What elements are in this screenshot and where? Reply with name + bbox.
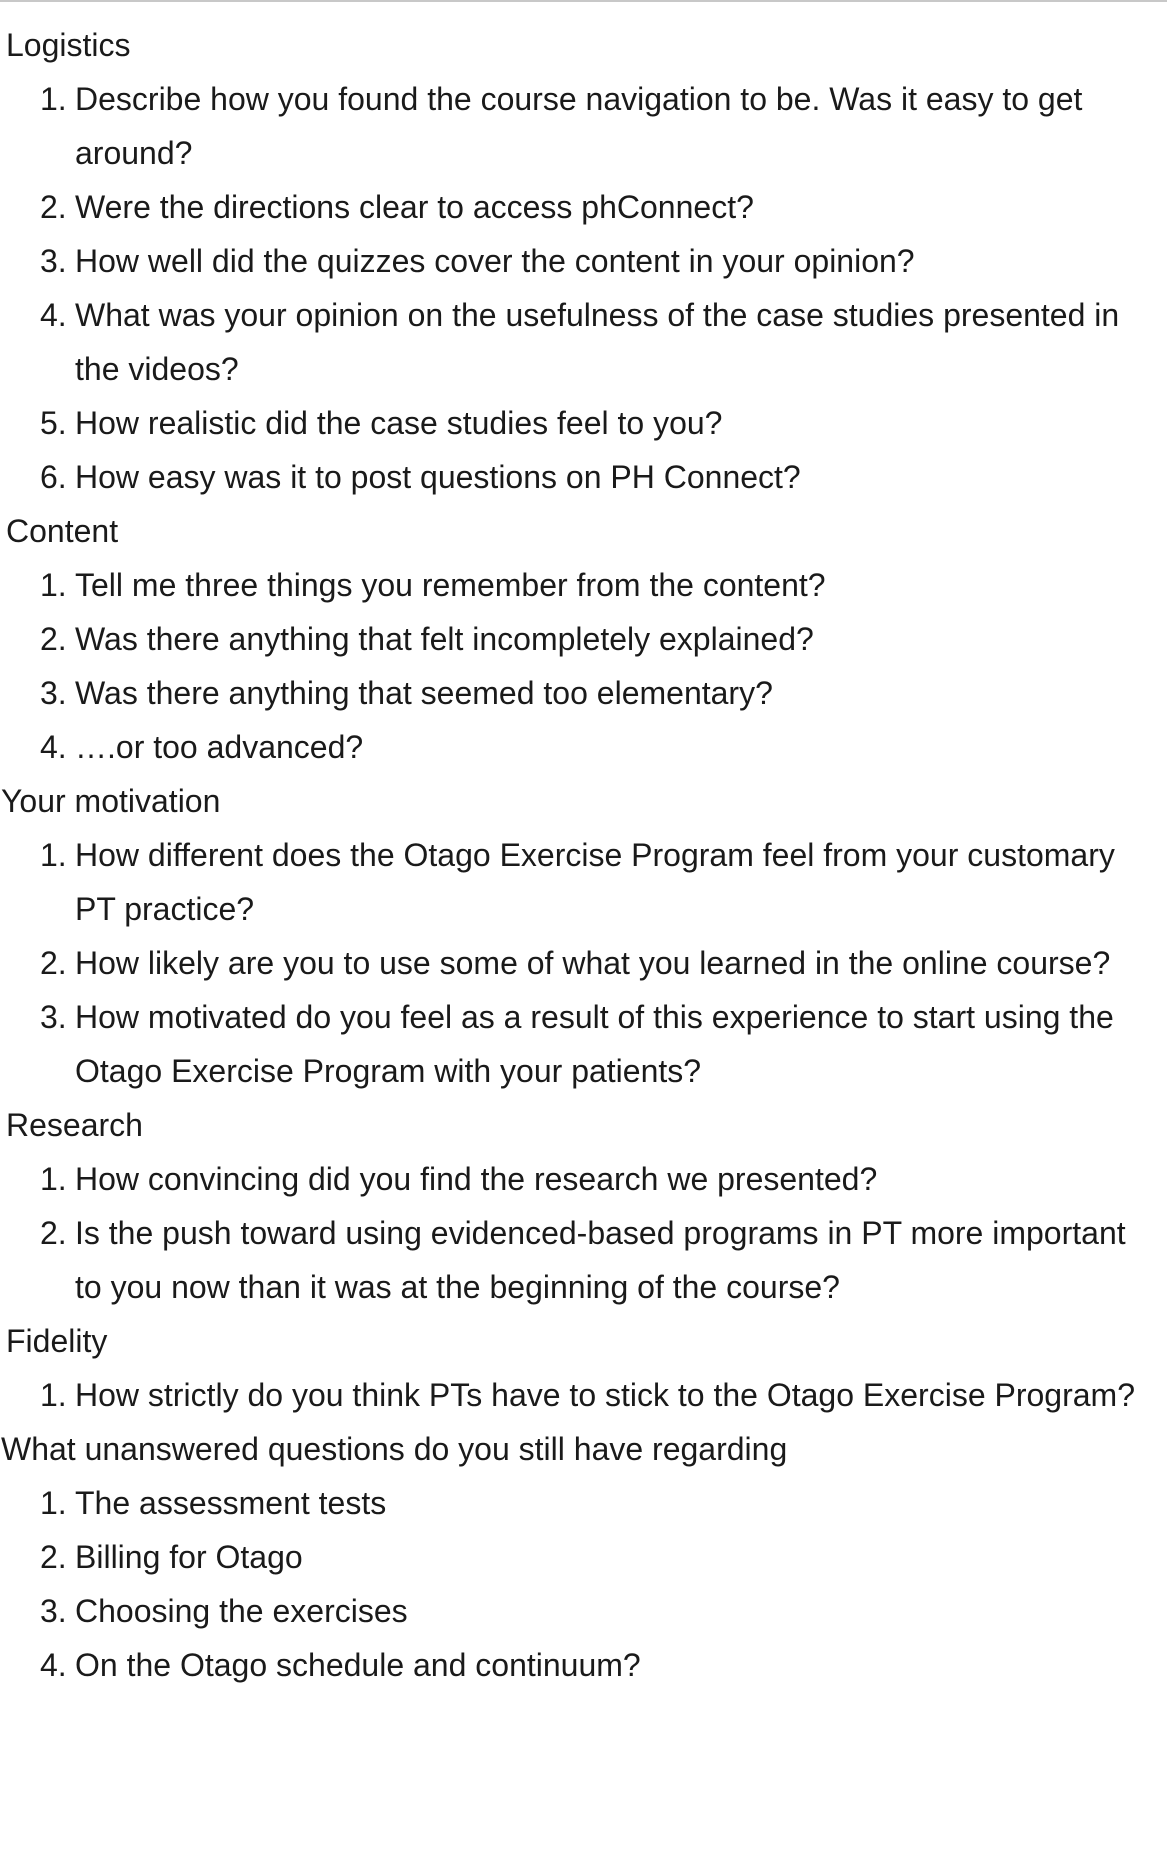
item-text: ….or too advanced? [75,729,364,765]
item-number: 2. [40,1539,67,1575]
item-number: 3. [40,243,67,279]
item-number: 5. [40,405,67,441]
item-number: 4. [40,1647,67,1683]
item-number: 2. [40,945,67,981]
section-research [0,1098,1160,1314]
question-list [0,1368,1160,1422]
item-text: Were the directions clear to access phConnect? [75,189,754,225]
item-number: 2. [40,189,67,225]
section-content [0,504,1160,774]
list-item [0,396,1160,450]
item-text: How strictly do you think PTs have to stick to the Otago Exercise Program? [75,1377,1135,1413]
section-unanswered-questions [0,1422,1160,1692]
list-item [0,1638,1160,1692]
item-text: Tell me three things you remember from the content? [75,567,826,603]
list-item [0,612,1160,666]
list-item [0,1476,1160,1530]
list-item [0,288,1160,396]
item-text: How well did the quizzes cover the content in your opinion? [75,243,915,279]
list-item [0,450,1160,504]
item-number: 3. [40,1593,67,1629]
section-title: Fidelity [6,1323,108,1359]
item-number: 2. [40,621,67,657]
section-title: What unanswered questions do you still have regarding [1,1431,788,1467]
list-item [0,990,1160,1098]
question-list [0,72,1160,504]
list-item [0,1152,1160,1206]
list-item [0,828,1160,936]
item-text: Choosing the exercises [75,1593,408,1629]
item-number: 3. [40,999,67,1035]
list-item [0,1206,1160,1314]
item-text: How convincing did you find the research we presented? [75,1161,878,1197]
list-item [0,1530,1160,1584]
item-number: 2. [40,1215,67,1251]
list-item [0,558,1160,612]
item-number: 1. [40,1485,67,1521]
list-item [0,1584,1160,1638]
item-number: 4. [40,297,67,333]
top-divider [0,0,1167,2]
item-text: What was your opinion on the usefulness of the case studies presented in the videos? [75,297,1120,387]
questionnaire-document [0,18,1160,1692]
item-number: 1. [40,567,67,603]
item-number: 1. [40,1377,67,1413]
item-text: How motivated do you feel as a result of this experience to start using the Otago Exercise Program with your patients? [75,999,1114,1089]
item-text: The assessment tests [75,1485,387,1521]
list-item [0,180,1160,234]
question-list [0,1476,1160,1692]
section-title: Logistics [6,27,131,63]
question-list [0,828,1160,1098]
item-number: 3. [40,675,67,711]
list-item [0,720,1160,774]
item-text: On the Otago schedule and continuum? [75,1647,641,1683]
item-text: Was there anything that seemed too elementary? [75,675,773,711]
item-text: How different does the Otago Exercise Program feel from your customary PT practice? [75,837,1115,927]
list-item [0,936,1160,990]
item-text: Billing for Otago [75,1539,303,1575]
list-item [0,1368,1160,1422]
item-text: How easy was it to post questions on PH Connect? [75,459,801,495]
section-logistics [0,18,1160,504]
item-number: 1. [40,1161,67,1197]
item-text: How likely are you to use some of what you learned in the online course? [75,945,1111,981]
section-motivation [0,774,1160,1098]
question-list [0,1152,1160,1314]
item-number: 1. [40,837,67,873]
item-number: 1. [40,81,67,117]
question-list [0,558,1160,774]
list-item [0,72,1160,180]
list-item [0,666,1160,720]
item-text: Was there anything that felt incompletely explained? [75,621,814,657]
section-title: Research [6,1107,143,1143]
list-item [0,234,1160,288]
section-fidelity [0,1314,1160,1422]
item-text: Describe how you found the course navigation to be. Was it easy to get around? [75,81,1083,171]
item-number: 6. [40,459,67,495]
item-text: Is the push toward using evidenced-based programs in PT more important to you now than it was at the beginning of the course? [75,1215,1126,1305]
item-number: 4. [40,729,67,765]
section-title: Content [6,513,119,549]
item-text: How realistic did the case studies feel to you? [75,405,723,441]
section-title: Your motivation [1,783,221,819]
